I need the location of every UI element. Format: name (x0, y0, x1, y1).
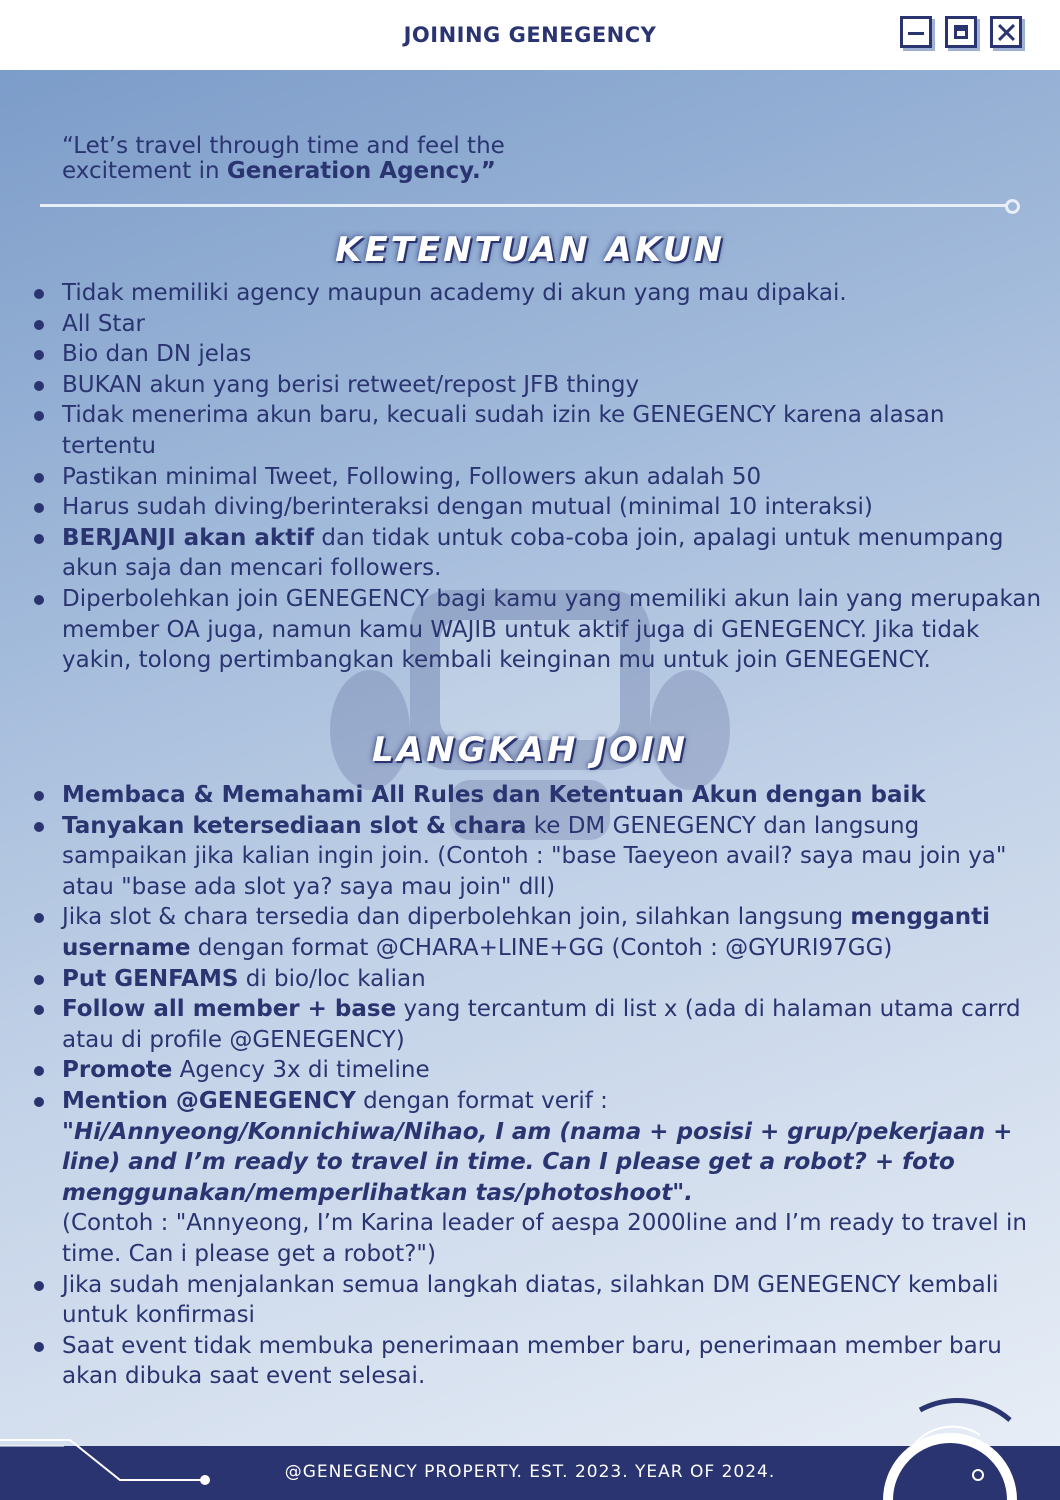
list-item: BUKAN akun yang berisi retweet/repost JFB thingy (30, 370, 1045, 401)
langkah-list (30, 780, 1045, 1392)
tagline-quote (62, 134, 622, 184)
quote-line-1: “Let’s travel through time and feel the (62, 133, 505, 159)
quote-line-2: excitement in Generation Agency.” (62, 158, 496, 184)
list-item: Mention @GENEGENCY dengan format verif : "Hi/Annyeong/Konnichiwa/Nihao, I am (nama + posisi + grup/pekerjaan + line) and I’m ready to travel in time. Can I please get a robot? + foto menggunakan/memperlihatkan tas/photoshoot". (Contoh : "Annyeong, I’m Karina leader of aespa 2000line and I’m ready to travel in time. Can i please get a robot?") (30, 1086, 1045, 1270)
section-title-ketentuan: KETENTUAN AKUN (335, 230, 725, 270)
list-item: Harus sudah diving/berinteraksi dengan mutual (minimal 10 interaksi) (30, 492, 1045, 523)
circuit-lines-icon (0, 1430, 230, 1500)
list-item: Bio dan DN jelas (30, 339, 1045, 370)
hud-circle-icon (860, 1380, 1040, 1500)
list-item: Jika sudah menjalankan semua langkah diatas, silahkan DM GENEGENCY kembali untuk konfirmasi (30, 1270, 1045, 1331)
list-item: Put GENFAMS di bio/loc kalian (30, 964, 1045, 995)
footer-text: @GENEGENCY PROPERTY. EST. 2023. YEAR OF 2024. (284, 1462, 776, 1482)
list-item: All Star (30, 309, 1045, 340)
divider-end-dot (1005, 199, 1020, 214)
section-title-langkah: LANGKAH JOIN (372, 730, 688, 770)
main-content (0, 70, 1060, 1446)
maximize-icon[interactable] (945, 16, 977, 48)
list-item: Membaca & Memahami All Rules dan Ketentuan Akun dengan baik (30, 780, 1045, 811)
verif-example: (Contoh : "Annyeong, I’m Karina leader of aespa 2000line and I’m ready to travel in time. Can i please get a robot?") (62, 1210, 1027, 1267)
list-item: Jika slot & chara tersedia dan diperbolehkan join, silahkan langsung mengganti username dengan format @CHARA+LINE+GG (Contoh : @GYURI97GG) (30, 902, 1045, 963)
list-item: Diperbolehkan join GENEGENCY bagi kamu yang memiliki akun lain yang merupakan member OA juga, namun kamu WAJIB untuk aktif juga di GENEGENCY. Jika tidak yakin, tolong pertimbangkan kembali keinginan mu untuk join GENEGENCY. (30, 584, 1045, 676)
close-icon[interactable] (990, 16, 1022, 48)
list-item: Tanyakan ketersediaan slot & chara ke DM GENEGENCY dan langsung sampaikan jika kalian ingin join. (Contoh : "base Taeyeon avail? saya mau join ya" atau "base ada slot ya? saya mau join" dll) (30, 811, 1045, 903)
verif-format: "Hi/Annyeong/Konnichiwa/Nihao, I am (nama + posisi + grup/pekerjaan + line) and I’m ready to travel in time. Can I please get a robot? + foto menggunakan/memperlihatkan tas/photoshoot". (62, 1118, 1013, 1206)
divider-line (40, 204, 1006, 207)
minimize-icon[interactable] (900, 16, 932, 48)
list-item: Saat event tidak membuka penerimaan member baru, penerimaan member baru akan dibuka saat event selesai. (30, 1331, 1045, 1392)
title-bar (0, 0, 1060, 70)
window-title: JOINING GENEGENCY (403, 23, 657, 47)
list-item: Promote Agency 3x di timeline (30, 1055, 1045, 1086)
window-controls (900, 16, 1022, 48)
list-item: Tidak memiliki agency maupun academy di akun yang mau dipakai. (30, 278, 1045, 309)
ketentuan-list (30, 278, 1045, 676)
list-item: Follow all member + base yang tercantum di list x (ada di halaman utama carrd atau di profile @GENEGENCY) (30, 994, 1045, 1055)
list-item: BERJANJI akan aktif dan tidak untuk coba-coba join, apalagi untuk menumpang akun saja dan mencari followers. (30, 523, 1045, 584)
list-item: Tidak menerima akun baru, kecuali sudah izin ke GENEGENCY karena alasan tertentu (30, 400, 1045, 461)
list-item: Pastikan minimal Tweet, Following, Followers akun adalah 50 (30, 462, 1045, 493)
